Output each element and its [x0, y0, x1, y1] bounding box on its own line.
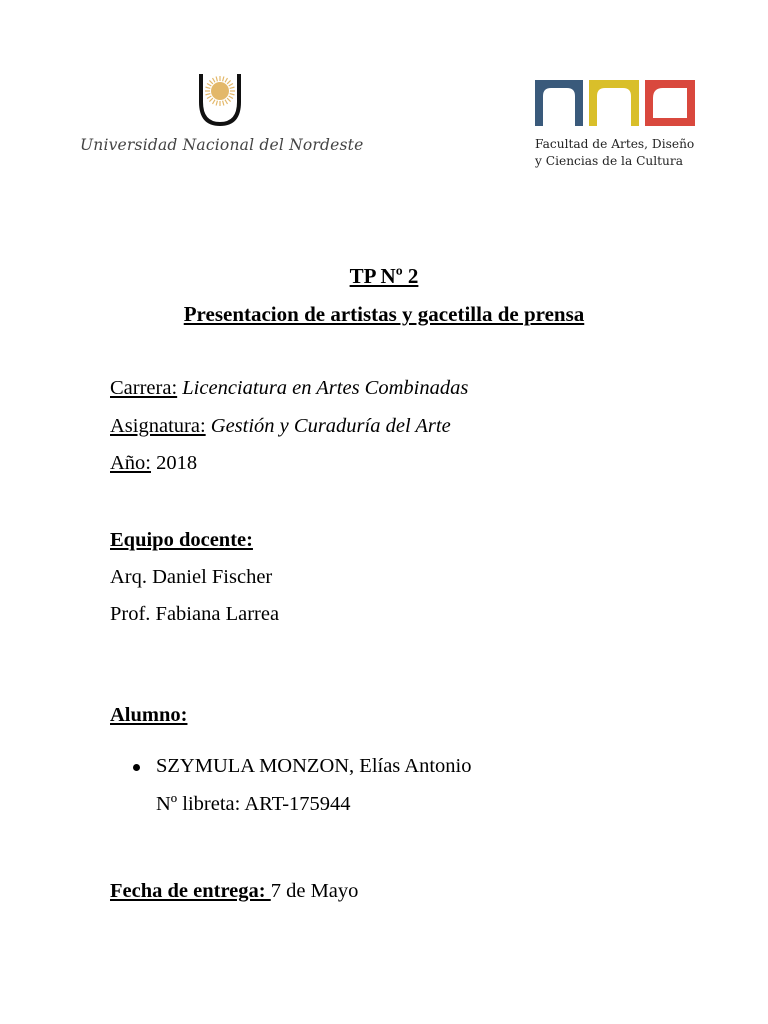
adc-logo: [533, 78, 713, 178]
tp-title: TP Nº 2: [349, 264, 419, 288]
sun-ray: [223, 101, 224, 106]
unne-sun-emblem-icon: [195, 70, 245, 130]
sun-ray: [227, 80, 231, 84]
docentes-label: Equipo docente:: [110, 529, 253, 551]
adc-arch-yellow: [589, 80, 639, 126]
sun-ray: [207, 84, 211, 87]
asignatura-label: Asignatura:: [110, 415, 206, 437]
unne-logo: [80, 70, 370, 165]
sun-ray: [225, 100, 228, 104]
docente-item: Arq. Daniel Fischer: [110, 566, 273, 588]
asignatura-line: [110, 415, 451, 438]
sun-ray: [230, 94, 235, 95]
sun-ray: [230, 87, 235, 88]
sun-ray: [206, 94, 211, 95]
entrega-label: Fecha de entrega:: [110, 880, 271, 902]
alumno-libreta: Nº libreta: ART-175944: [156, 793, 351, 815]
sun-ray: [229, 84, 233, 87]
sun-ray: [206, 87, 211, 88]
carrera-label: Carrera:: [110, 377, 178, 399]
carrera-value: Licenciatura en Artes Combinadas: [182, 377, 469, 399]
adc-name-line1: Facultad de Artes, Diseño: [535, 137, 695, 151]
sun-ray: [225, 78, 228, 82]
sun-ray: [213, 100, 216, 104]
anio-label: Año:: [110, 452, 151, 474]
adc-arch-blue: [535, 80, 583, 126]
adc-arches-icon: [533, 78, 698, 130]
adc-name: [535, 136, 715, 170]
carrera-line: [110, 377, 468, 400]
sun-ray: [216, 77, 217, 82]
asignatura-value: Gestión y Curaduría del Arte: [210, 415, 451, 437]
sun-ray: [223, 77, 224, 82]
alumno-name: SZYMULA MONZON, Elías Antonio: [156, 755, 472, 777]
sun-ray: [216, 101, 217, 106]
anio-value: 2018: [156, 452, 198, 474]
sun-ray: [209, 80, 213, 84]
document-subtitle: Presentacion de artistas y gacetilla de prensa: [183, 302, 585, 326]
sun-ray: [229, 96, 233, 99]
sun-ray: [207, 96, 211, 99]
unne-name: Universidad Nacional del Nordeste: [80, 136, 364, 154]
bullet-icon: [133, 764, 140, 771]
sun-ray: [213, 78, 216, 82]
entrega-value: 7 de Mayo: [270, 880, 359, 902]
anio-line: [110, 452, 197, 475]
adc-arch-red: [645, 80, 695, 126]
adc-name-line2: y Ciencias de la Cultura: [535, 154, 683, 168]
sun-ray: [227, 98, 231, 102]
sun-ray: [209, 98, 213, 102]
entrega-line: [110, 880, 358, 903]
docente-item: Prof. Fabiana Larrea: [110, 603, 280, 625]
alumno-label: Alumno:: [110, 704, 188, 726]
